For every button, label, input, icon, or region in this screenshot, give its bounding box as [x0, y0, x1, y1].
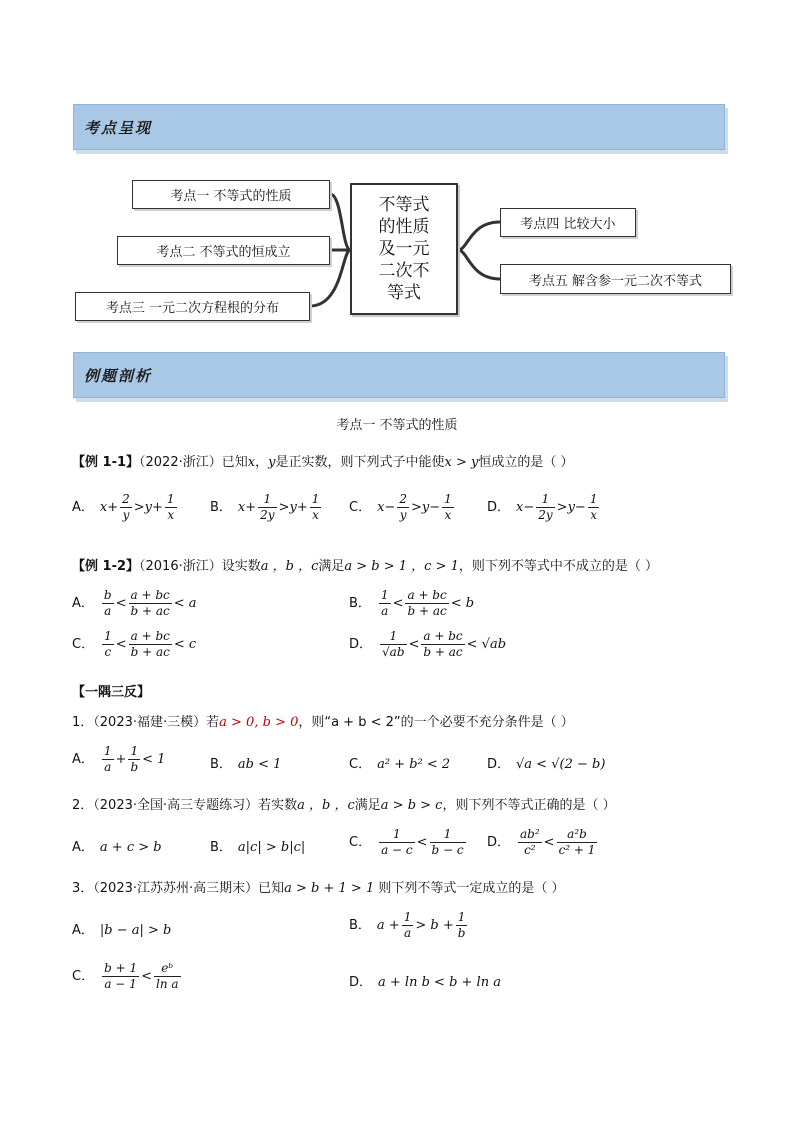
option-label: D． [349, 637, 373, 652]
expr: < c [173, 637, 197, 652]
numerator: 2 [122, 492, 130, 506]
fraction [102, 961, 139, 992]
condition: a > 0, b > 0 [219, 715, 299, 730]
numerator: a + bc [130, 629, 170, 643]
numerator: b + 1 [104, 961, 138, 975]
numerator: 1 [103, 744, 112, 758]
question-1-stem [72, 711, 574, 730]
fraction [442, 492, 454, 523]
mindmap-node-label: 考点三 一元二次方程根的分布 [105, 301, 280, 316]
fraction [129, 588, 172, 619]
option-label: D． [349, 975, 373, 990]
expr: a² + b² < 2 [377, 757, 451, 772]
option-label: D． [487, 835, 511, 850]
denominator: a − c [381, 843, 413, 857]
example-1-2-stem [72, 555, 658, 574]
expr: |b − a| > b [99, 923, 172, 938]
expr: x+ [237, 500, 257, 515]
numerator: a + bc [130, 588, 170, 602]
denominator: b + ac [130, 604, 170, 618]
option-a [72, 836, 162, 855]
stem-text: 已知 [221, 455, 248, 470]
stem-text: 设实数 [221, 559, 261, 574]
denominator: 2y [538, 508, 553, 522]
mindmap-node-3 [75, 292, 310, 321]
option-c [349, 492, 456, 523]
fraction [310, 492, 322, 523]
example-tag: 【例 1-1】 [72, 455, 140, 470]
denominator: x [590, 508, 598, 522]
fraction [397, 492, 409, 523]
numerator: ab² [520, 827, 540, 841]
mindmap-node-2 [117, 236, 330, 265]
expr: x− [516, 500, 535, 515]
source: （2023·福建·三模）若 [93, 715, 220, 730]
expr: < a [173, 596, 197, 611]
denominator: b + ac [407, 604, 447, 618]
variables: a ，b ，c [260, 559, 319, 574]
fraction [379, 827, 415, 858]
numerator: 1 [536, 492, 554, 508]
stem-text: 满足 [354, 798, 381, 813]
denominator: x [312, 508, 319, 522]
fraction [102, 744, 114, 775]
numerator: 1 [128, 744, 140, 760]
option-label: D． [487, 757, 511, 772]
fraction [165, 492, 177, 523]
expr: x+ [99, 500, 119, 515]
mindmap-node-4 [500, 208, 636, 237]
fraction [380, 629, 406, 660]
fraction [518, 827, 542, 858]
numerator: 1 [166, 492, 175, 506]
option-label: A． [72, 923, 94, 938]
option-c [72, 961, 183, 992]
option-b [349, 910, 469, 941]
option-d [487, 753, 605, 772]
mindmap-node-label: 考点一 不等式的性质 [170, 189, 292, 204]
condition: x > y [444, 455, 479, 470]
option-d [349, 971, 501, 990]
numerator: a²b [557, 827, 598, 843]
option-label: C． [349, 757, 372, 772]
option-label: B． [349, 596, 371, 611]
fraction [430, 827, 466, 858]
question-2-stem [72, 794, 616, 813]
option-label: D． [487, 500, 511, 515]
question-number: 1． [72, 715, 94, 730]
option-label: C． [72, 969, 95, 984]
banner-title: 例题剖析 [84, 367, 153, 385]
comma: ， [255, 455, 269, 470]
option-label: A． [72, 840, 94, 855]
mindmap-node-label: 考点四 比较大小 [520, 217, 616, 232]
fraction [557, 827, 598, 858]
numerator: 1 [430, 827, 466, 843]
option-label: B． [349, 918, 371, 933]
source: （2023·江苏苏州·高三期末）已知 [93, 881, 285, 896]
option-b [349, 588, 474, 619]
option-label: A． [72, 500, 94, 515]
fraction [120, 492, 132, 523]
numerator: 1 [380, 588, 389, 602]
option-label: A． [72, 752, 94, 767]
fraction [421, 629, 464, 660]
question-number: 2． [72, 798, 94, 813]
practice-heading: 【一隅三反】 [72, 685, 151, 700]
section-title: 考点一 不等式的性质 [336, 418, 458, 433]
denominator: √ab [382, 645, 405, 659]
option-a [72, 588, 197, 619]
expr: √a < √(2 − b) [516, 757, 606, 772]
fraction [405, 588, 448, 619]
denominator: y [399, 508, 407, 522]
denominator: x [444, 508, 452, 522]
fraction [402, 910, 414, 941]
numerator: 1 [104, 629, 112, 643]
mindmap-node-label: 考点五 解含参一元二次不等式 [528, 273, 703, 289]
option-a [72, 492, 179, 523]
denominator: y [122, 508, 130, 522]
numerator: 2 [399, 492, 407, 506]
fraction [379, 588, 391, 619]
numerator: 1 [403, 910, 412, 924]
denominator: b + ac [423, 645, 463, 659]
var-y: y [268, 455, 276, 470]
denominator: x [167, 508, 175, 522]
option-label: B． [210, 757, 232, 772]
mindmap-center [350, 183, 458, 315]
condition: a > b + 1 > 1 [284, 881, 375, 896]
option-d [349, 629, 506, 660]
var-x: x [247, 455, 256, 470]
expr: > b + [415, 918, 454, 933]
stem-text: 是正实数，则下列式子中能使 [275, 455, 445, 470]
mindmap-node-1 [132, 180, 330, 209]
expr: >y− [410, 500, 441, 515]
expr: a + [376, 918, 400, 933]
section-banner-examples [73, 352, 725, 398]
expr: < √ab [466, 637, 507, 652]
denominator: a [403, 926, 412, 940]
denominator: c² + 1 [558, 843, 596, 857]
option-label: C． [349, 500, 372, 515]
numerator: 1 [311, 492, 320, 506]
denominator: c [104, 645, 112, 659]
option-label: A． [72, 596, 94, 611]
denominator: b − c [431, 843, 464, 857]
option-c [72, 629, 196, 660]
expr: >y− [556, 500, 586, 515]
expr: < b [450, 596, 475, 611]
denominator: c² [524, 843, 536, 857]
fraction [456, 910, 468, 941]
numerator: 1 [380, 629, 406, 645]
expr: + [115, 752, 127, 767]
option-a [72, 919, 171, 938]
stem-text: 恒成立的是（ ） [478, 455, 574, 470]
denominator: a [104, 604, 112, 618]
mindmap-node-label: 考点二 不等式的恒成立 [156, 245, 291, 260]
denominator: a [104, 760, 112, 774]
option-a [72, 744, 165, 775]
numerator: 1 [258, 492, 276, 508]
mindmap-node-5 [500, 264, 731, 294]
numerator: a + bc [407, 588, 447, 602]
source: （2016·浙江） [139, 559, 222, 574]
fraction [536, 492, 554, 523]
option-d [487, 827, 599, 858]
stem-text: ，则下列不等式正确的是（ ） [442, 798, 616, 813]
numerator: 1 [444, 492, 452, 506]
expr: < [543, 835, 555, 850]
option-label: B． [210, 840, 232, 855]
numerator: a + bc [423, 629, 463, 643]
denominator: ln a [155, 977, 179, 991]
fraction [102, 588, 114, 619]
numerator: b [103, 588, 112, 602]
option-c [349, 753, 450, 772]
option-b [210, 753, 281, 772]
denominator: 2y [260, 508, 275, 522]
expr: a + ln b < b + ln a [378, 975, 501, 990]
condition: a > b > 1 ，c > 1 [344, 559, 459, 574]
numerator: 1 [379, 827, 415, 843]
expr: < [141, 969, 152, 984]
option-label: C． [72, 637, 95, 652]
fraction [129, 629, 172, 660]
condition: a > b > c [380, 798, 443, 813]
fraction [258, 492, 276, 523]
denominator: a − 1 [104, 977, 137, 991]
stem-text: 满足 [318, 559, 345, 574]
expr: a + c > b [99, 840, 162, 855]
numerator: 1 [589, 492, 598, 506]
denominator: b [457, 926, 466, 940]
fraction [128, 744, 140, 775]
option-label: B． [210, 500, 232, 515]
option-label: C． [349, 835, 372, 850]
fraction [588, 492, 600, 523]
denominator: a [381, 604, 389, 618]
stem-text: 则下列不等式一定成立的是（ ） [374, 881, 565, 896]
source: （2023·全国·高三专题练习）若实数 [93, 798, 298, 813]
expr: x− [377, 500, 396, 515]
variables: a ，b ，c [297, 798, 355, 813]
stem-text: ，则“a + b < 2”的一个必要不充分条件是（ ） [298, 715, 574, 730]
example-1-1-stem [72, 451, 573, 470]
option-c [349, 827, 468, 858]
expr: < [392, 596, 404, 611]
expr: ab < 1 [237, 757, 282, 772]
option-b [210, 836, 305, 855]
expr: a|c| > b|c| [237, 840, 306, 855]
numerator: 1 [456, 910, 468, 926]
example-tag: 【例 1-2】 [72, 559, 140, 574]
expr: < 1 [142, 752, 166, 767]
banner-title: 考点呈现 [84, 119, 153, 137]
denominator: b [130, 760, 139, 774]
expr: >y+ [133, 500, 163, 515]
numerator: eᵇ [154, 961, 181, 977]
mindmap-center-label: 不等式的性质及一元二次不等式 [378, 195, 430, 303]
denominator: b + ac [130, 645, 170, 659]
source: （2022·浙江） [139, 455, 222, 470]
expr: < [115, 596, 127, 611]
expr: >y+ [278, 500, 308, 515]
fraction [154, 961, 181, 992]
fraction [102, 629, 114, 660]
question-number: 3． [72, 881, 94, 896]
expr: < [408, 637, 420, 652]
option-b [210, 492, 323, 523]
option-d [487, 492, 601, 523]
question-3-stem [72, 877, 565, 896]
stem-text: ，则下列不等式中不成立的是（ ） [458, 559, 659, 574]
expr: < [115, 637, 127, 652]
expr: < [416, 835, 428, 850]
